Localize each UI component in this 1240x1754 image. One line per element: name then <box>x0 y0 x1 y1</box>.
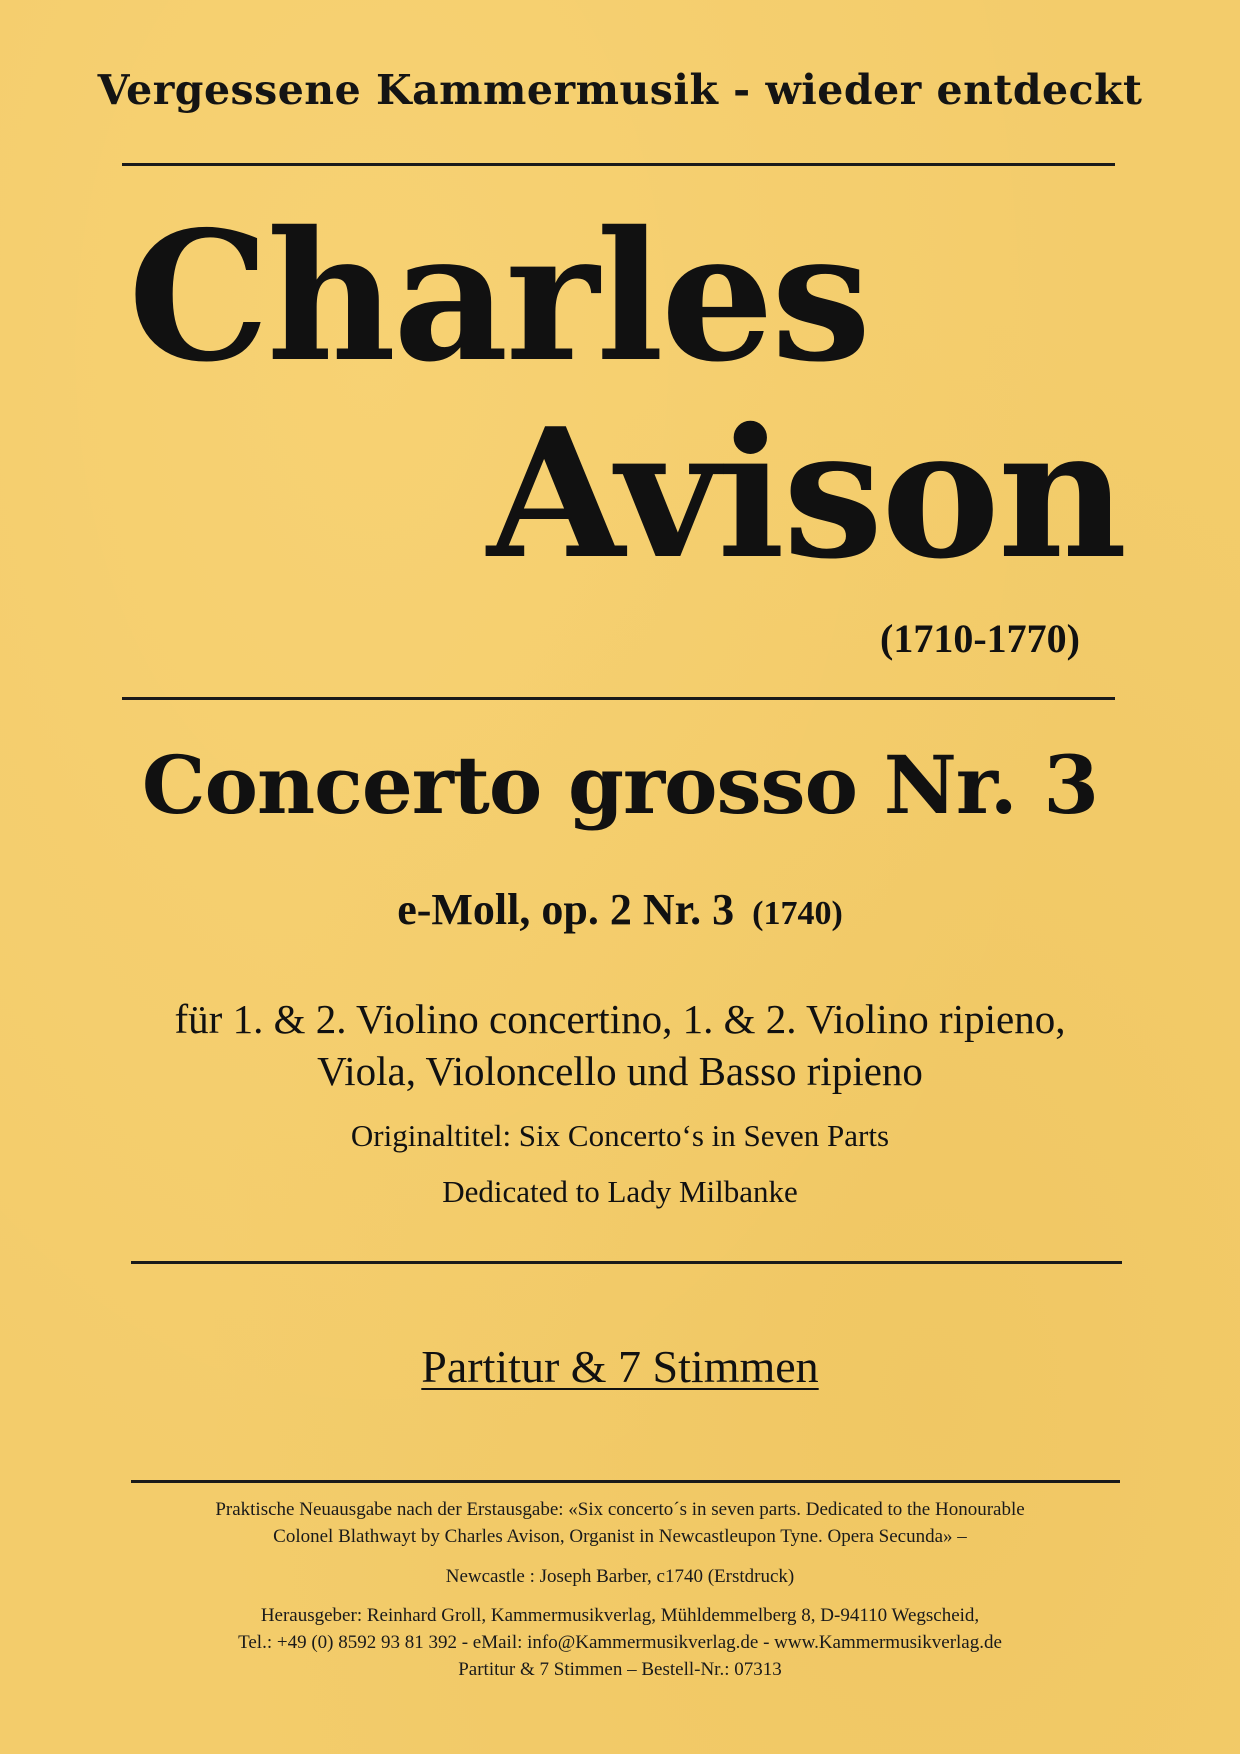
parts-heading <box>0 1341 1240 1392</box>
instrumentation-line-2: Viola, Violoncello und Basso ripieno <box>317 1048 923 1094</box>
parts-label: Partitur & 7 Stimmen <box>421 1341 819 1392</box>
key-opus-line <box>0 885 1240 934</box>
contact-line: Tel.: +49 (0) 8592 93 81 392 - eMail: info@Kammermusikverlag.de - www.Kammermusikverlag.de <box>238 1632 1002 1653</box>
divider-work <box>131 1261 1122 1264</box>
source-note <box>0 1496 1240 1550</box>
key-opus: e-Moll, op. 2 Nr. 3 <box>397 885 735 934</box>
series-title: Vergessene Kammermusik - wieder entdeckt <box>97 66 1143 114</box>
source-line-2: Colonel Blathwayt by Charles Avison, Organist in Newcastleupon Tyne. Opera Secunda» – <box>273 1526 967 1547</box>
dedication: Dedicated to Lady Milbanke <box>442 1174 798 1209</box>
publisher-line: Herausgeber: Reinhard Groll, Kammermusikverlag, Mühldemmelberg 8, D-94110 Wegscheid, <box>260 1605 980 1626</box>
composer-first-name: Charles <box>128 192 869 401</box>
work-year: (1740) <box>752 895 843 932</box>
publisher-block <box>0 1602 1240 1683</box>
order-line: Partitur & 7 Stimmen – Bestell-Nr.: 07313 <box>458 1659 782 1680</box>
printer-line: Newcastle : Joseph Barber, c1740 (Erstdruck) <box>445 1566 795 1587</box>
instrumentation <box>0 993 1240 1097</box>
divider-footer <box>131 1480 1120 1483</box>
composer-last-name: Avison <box>487 389 1126 598</box>
composer-dates: (1710-1770) <box>880 616 1080 661</box>
work-title: Concerto grosso Nr. 3 <box>141 738 1099 832</box>
original-title: Originaltitel: Six Concerto‘s in Seven Parts <box>350 1118 890 1153</box>
divider-top <box>122 163 1115 166</box>
divider-composer <box>122 697 1115 700</box>
instrumentation-line-1: für 1. & 2. Violino concertino, 1. & 2. Violino ripieno, <box>174 996 1066 1042</box>
source-line-1: Praktische Neuausgabe nach der Erstausgabe: «Six concerto´s in seven parts. Dedicated to the Honourable <box>215 1499 1025 1520</box>
